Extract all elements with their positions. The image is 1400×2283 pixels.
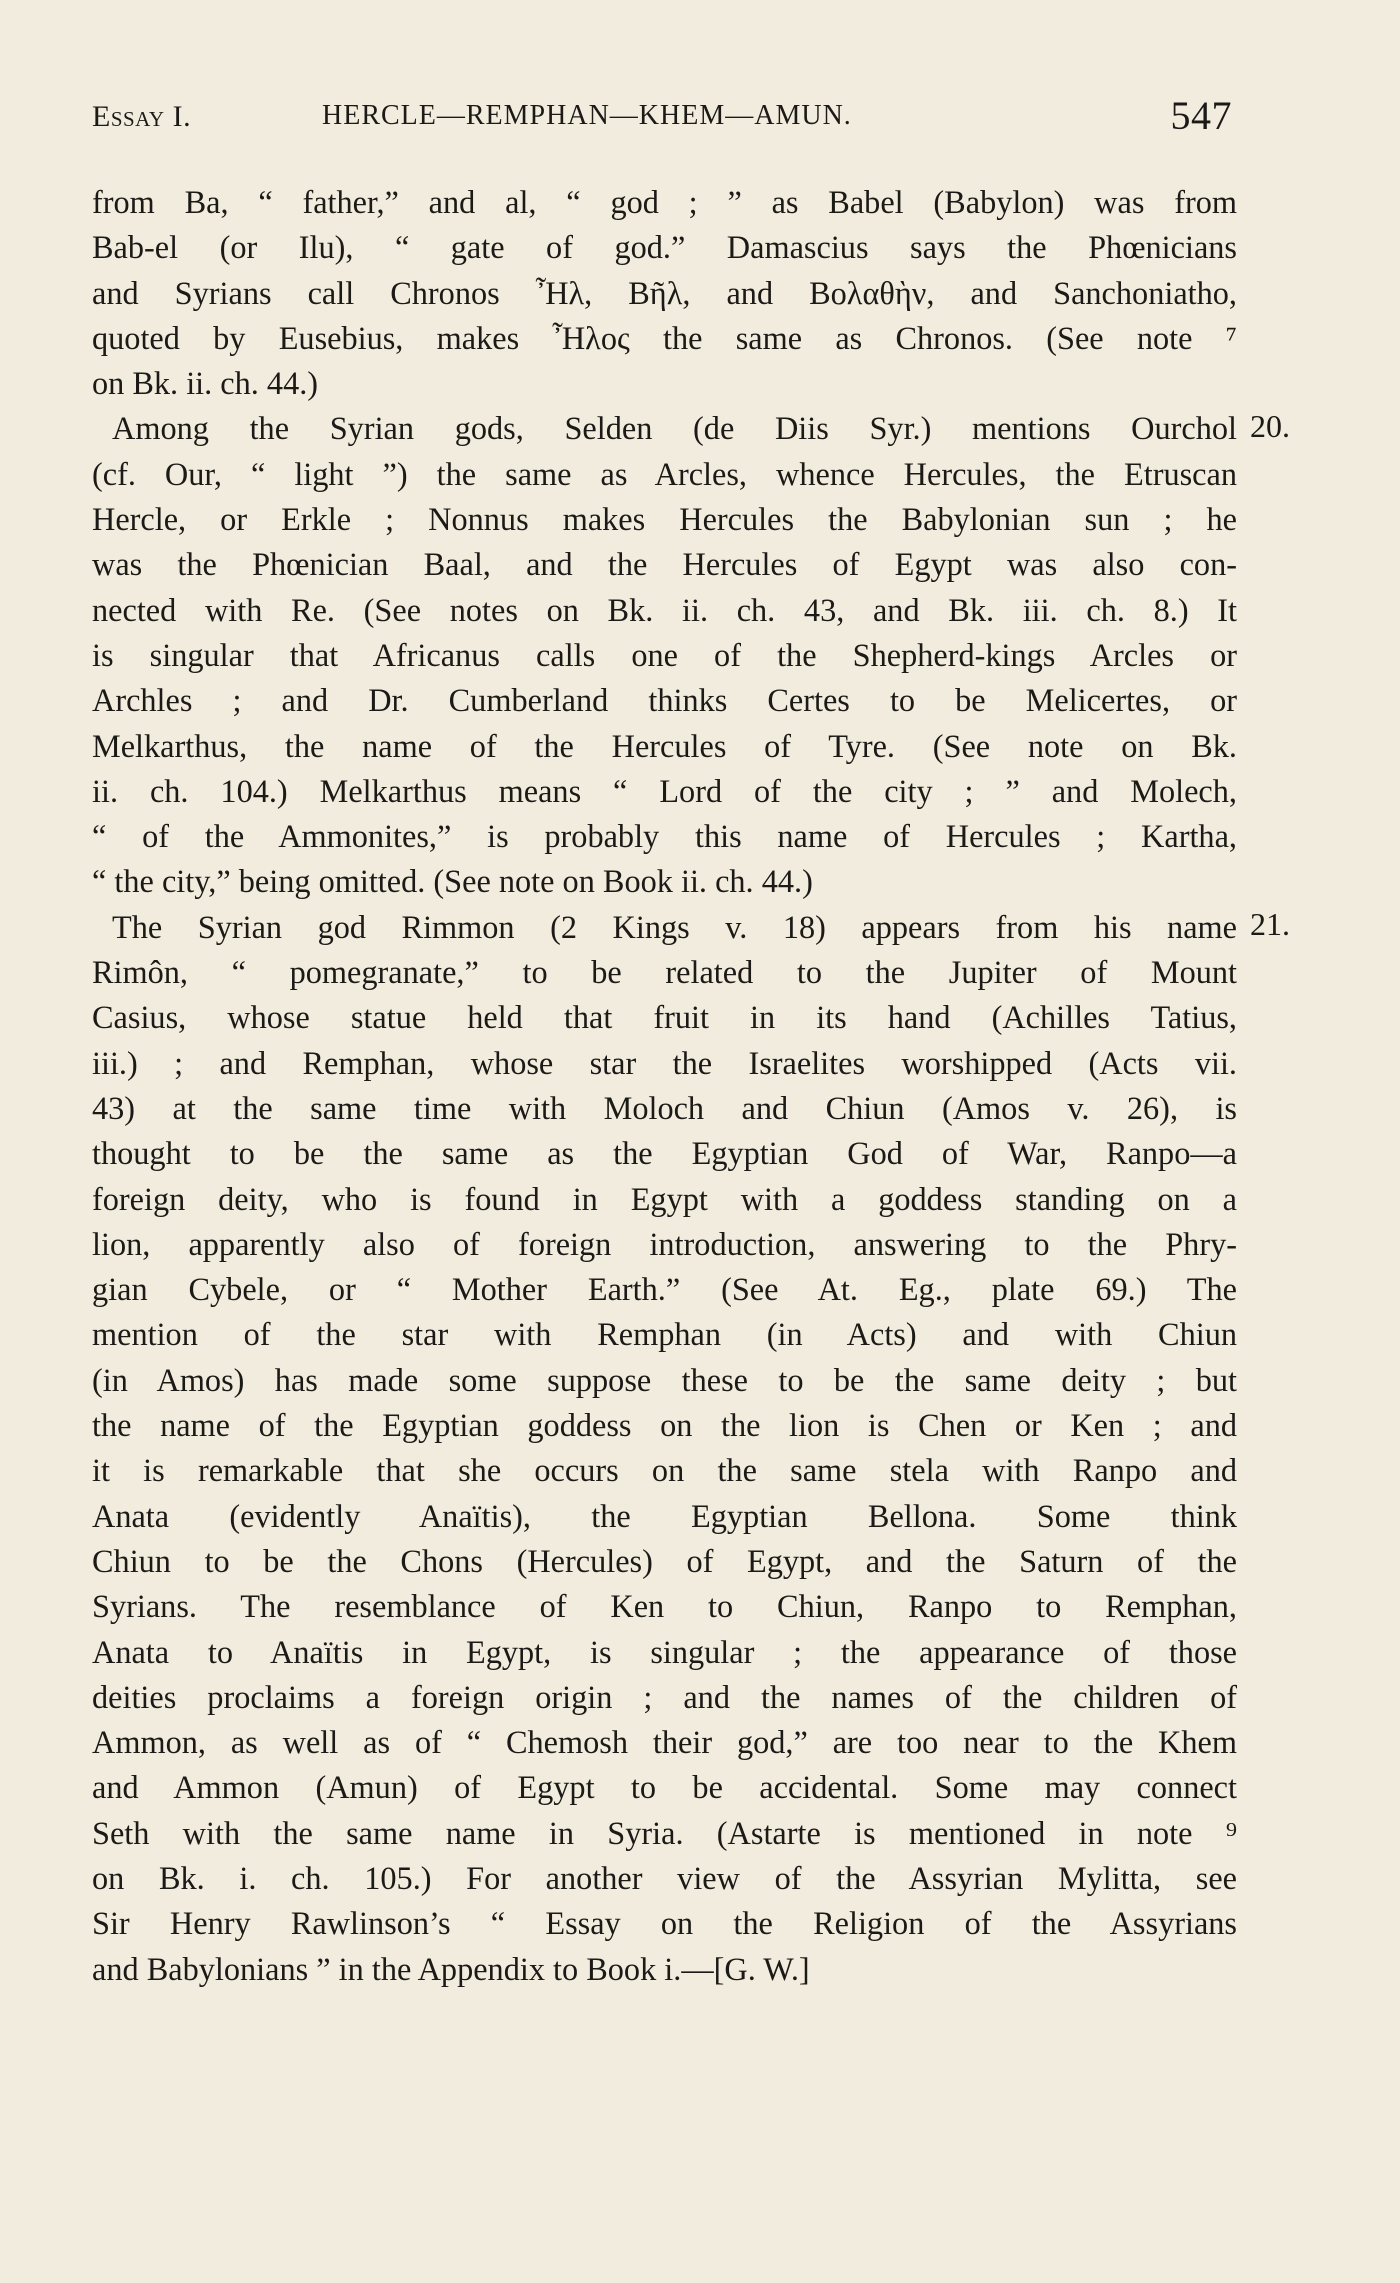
text-line: lion, apparently also of foreign introduction, answering to the Phry- <box>92 1225 1237 1262</box>
text-line: 43) at the same time with Moloch and Chiun (Amos v. 26), is <box>92 1089 1237 1126</box>
running-title: HERCLE—REMPHAN—KHEM—AMUN. <box>322 100 852 131</box>
text-line: Sir Henry Rawlinson’s “ Essay on the Religion of the Assyrians <box>92 1905 1237 1942</box>
text-line: iii.) ; and Remphan, whose star the Israelites worshipped (Acts vii. <box>92 1044 1237 1081</box>
text-line: foreign deity, who is found in Egypt with a goddess standing on a <box>92 1180 1237 1217</box>
body-text <box>92 180 1237 1992</box>
text-line: (cf. Our, “ light ”) the same as Arcles, whence Hercules, the Etruscan <box>92 455 1237 492</box>
text-line: Rimôn, “ pomegranate,” to be related to the Jupiter of Mount <box>92 954 1237 991</box>
text-line: is singular that Africanus calls one of the Shepherd-kings Arcles or <box>92 636 1237 673</box>
page-header <box>92 92 1232 142</box>
text-line: Seth with the same name in Syria. (Astarte is mentioned in note ⁹ <box>92 1814 1237 1851</box>
text-line: quoted by Eusebius, makes Ἦλος the same as Chronos. (See note ⁷ <box>92 319 1237 356</box>
side-number-20: 20. <box>1250 408 1290 444</box>
text-line: deities proclaims a foreign origin ; and the names of the children of <box>92 1678 1237 1715</box>
paragraph <box>92 406 1237 904</box>
essay-label: Essay I. <box>92 100 192 133</box>
text-line: from Ba, “ father,” and al, “ god ; ” as Babel (Babylon) was from <box>92 184 1237 220</box>
text-line: Anata (evidently Anaïtis), the Egyptian Bellona. Some think <box>92 1497 1237 1534</box>
text-line: Ammon, as well as of “ Chemosh their god,” are too near to the Khem <box>92 1724 1237 1761</box>
text-line: it is remarkable that she occurs on the same stela with Ranpo and <box>92 1452 1237 1489</box>
text-line: “ of the Ammonites,” is probably this name of Hercules ; Kartha, <box>92 818 1237 855</box>
text-line: Chiun to be the Chons (Hercules) of Egypt, and the Saturn of the <box>92 1542 1237 1579</box>
text-line: Casius, whose statue held that fruit in its hand (Achilles Tatius, <box>92 999 1237 1036</box>
paragraph <box>92 180 1237 406</box>
text-line: nected with Re. (See notes on Bk. ii. ch. 43, and Bk. iii. ch. 8.) It <box>92 591 1237 628</box>
text-line: Bab-el (or Ilu), “ gate of god.” Damascius says the Phœnicians <box>92 229 1237 266</box>
text-line: on Bk. ii. ch. 44.) <box>92 365 319 402</box>
text-line: gian Cybele, or “ Mother Earth.” (See At. Eg., plate 69.) The <box>92 1271 1237 1308</box>
text-line: Archles ; and Dr. Cumberland thinks Certes to be Melicertes, or <box>92 682 1237 719</box>
text-line: Melkarthus, the name of the Hercules of Tyre. (See note on Bk. <box>92 727 1237 764</box>
text-line: and Ammon (Amun) of Egypt to be accidental. Some may connect <box>92 1769 1237 1806</box>
text-line: Anata to Anaïtis in Egypt, is singular ; the appearance of those <box>92 1633 1237 1670</box>
text-line: mention of the star with Remphan (in Acts) and with Chiun <box>92 1316 1237 1353</box>
text-line: “ the city,” being omitted. (See note on Book ii. ch. 44.) <box>92 863 813 900</box>
page-number: 547 <box>1170 93 1232 138</box>
side-number-21: 21. <box>1250 906 1290 942</box>
text-line: and Syrians call Chronos Ἦλ, Βῆλ, and Βολαθὴν, and Sanchoniatho, <box>92 274 1237 311</box>
text-line: Syrians. The resemblance of Ken to Chiun, Ranpo to Remphan, <box>92 1588 1237 1625</box>
text-line: Among the Syrian gods, Selden (de Diis Syr.) mentions Ourchol <box>112 410 1237 447</box>
text-line: the name of the Egyptian goddess on the lion is Chen or Ken ; and <box>92 1407 1237 1444</box>
paragraph <box>92 905 1237 1992</box>
text-line: on Bk. i. ch. 105.) For another view of the Assyrian Mylitta, see <box>92 1859 1237 1896</box>
text-line: Hercle, or Erkle ; Nonnus makes Hercules the Babylonian sun ; he <box>92 501 1237 538</box>
text-line: ii. ch. 104.) Melkarthus means “ Lord of the city ; ” and Molech, <box>92 772 1237 809</box>
text-line: was the Phœnician Baal, and the Hercules of Egypt was also con- <box>92 546 1237 583</box>
text-line: (in Amos) has made some suppose these to be the same deity ; but <box>92 1361 1237 1398</box>
text-line: thought to be the same as the Egyptian God of War, Ranpo—a <box>92 1135 1237 1172</box>
text-line: The Syrian god Rimmon (2 Kings v. 18) appears from his name <box>112 908 1237 945</box>
text-line: and Babylonians ” in the Appendix to Book i.—[G. W.] <box>92 1950 810 1987</box>
